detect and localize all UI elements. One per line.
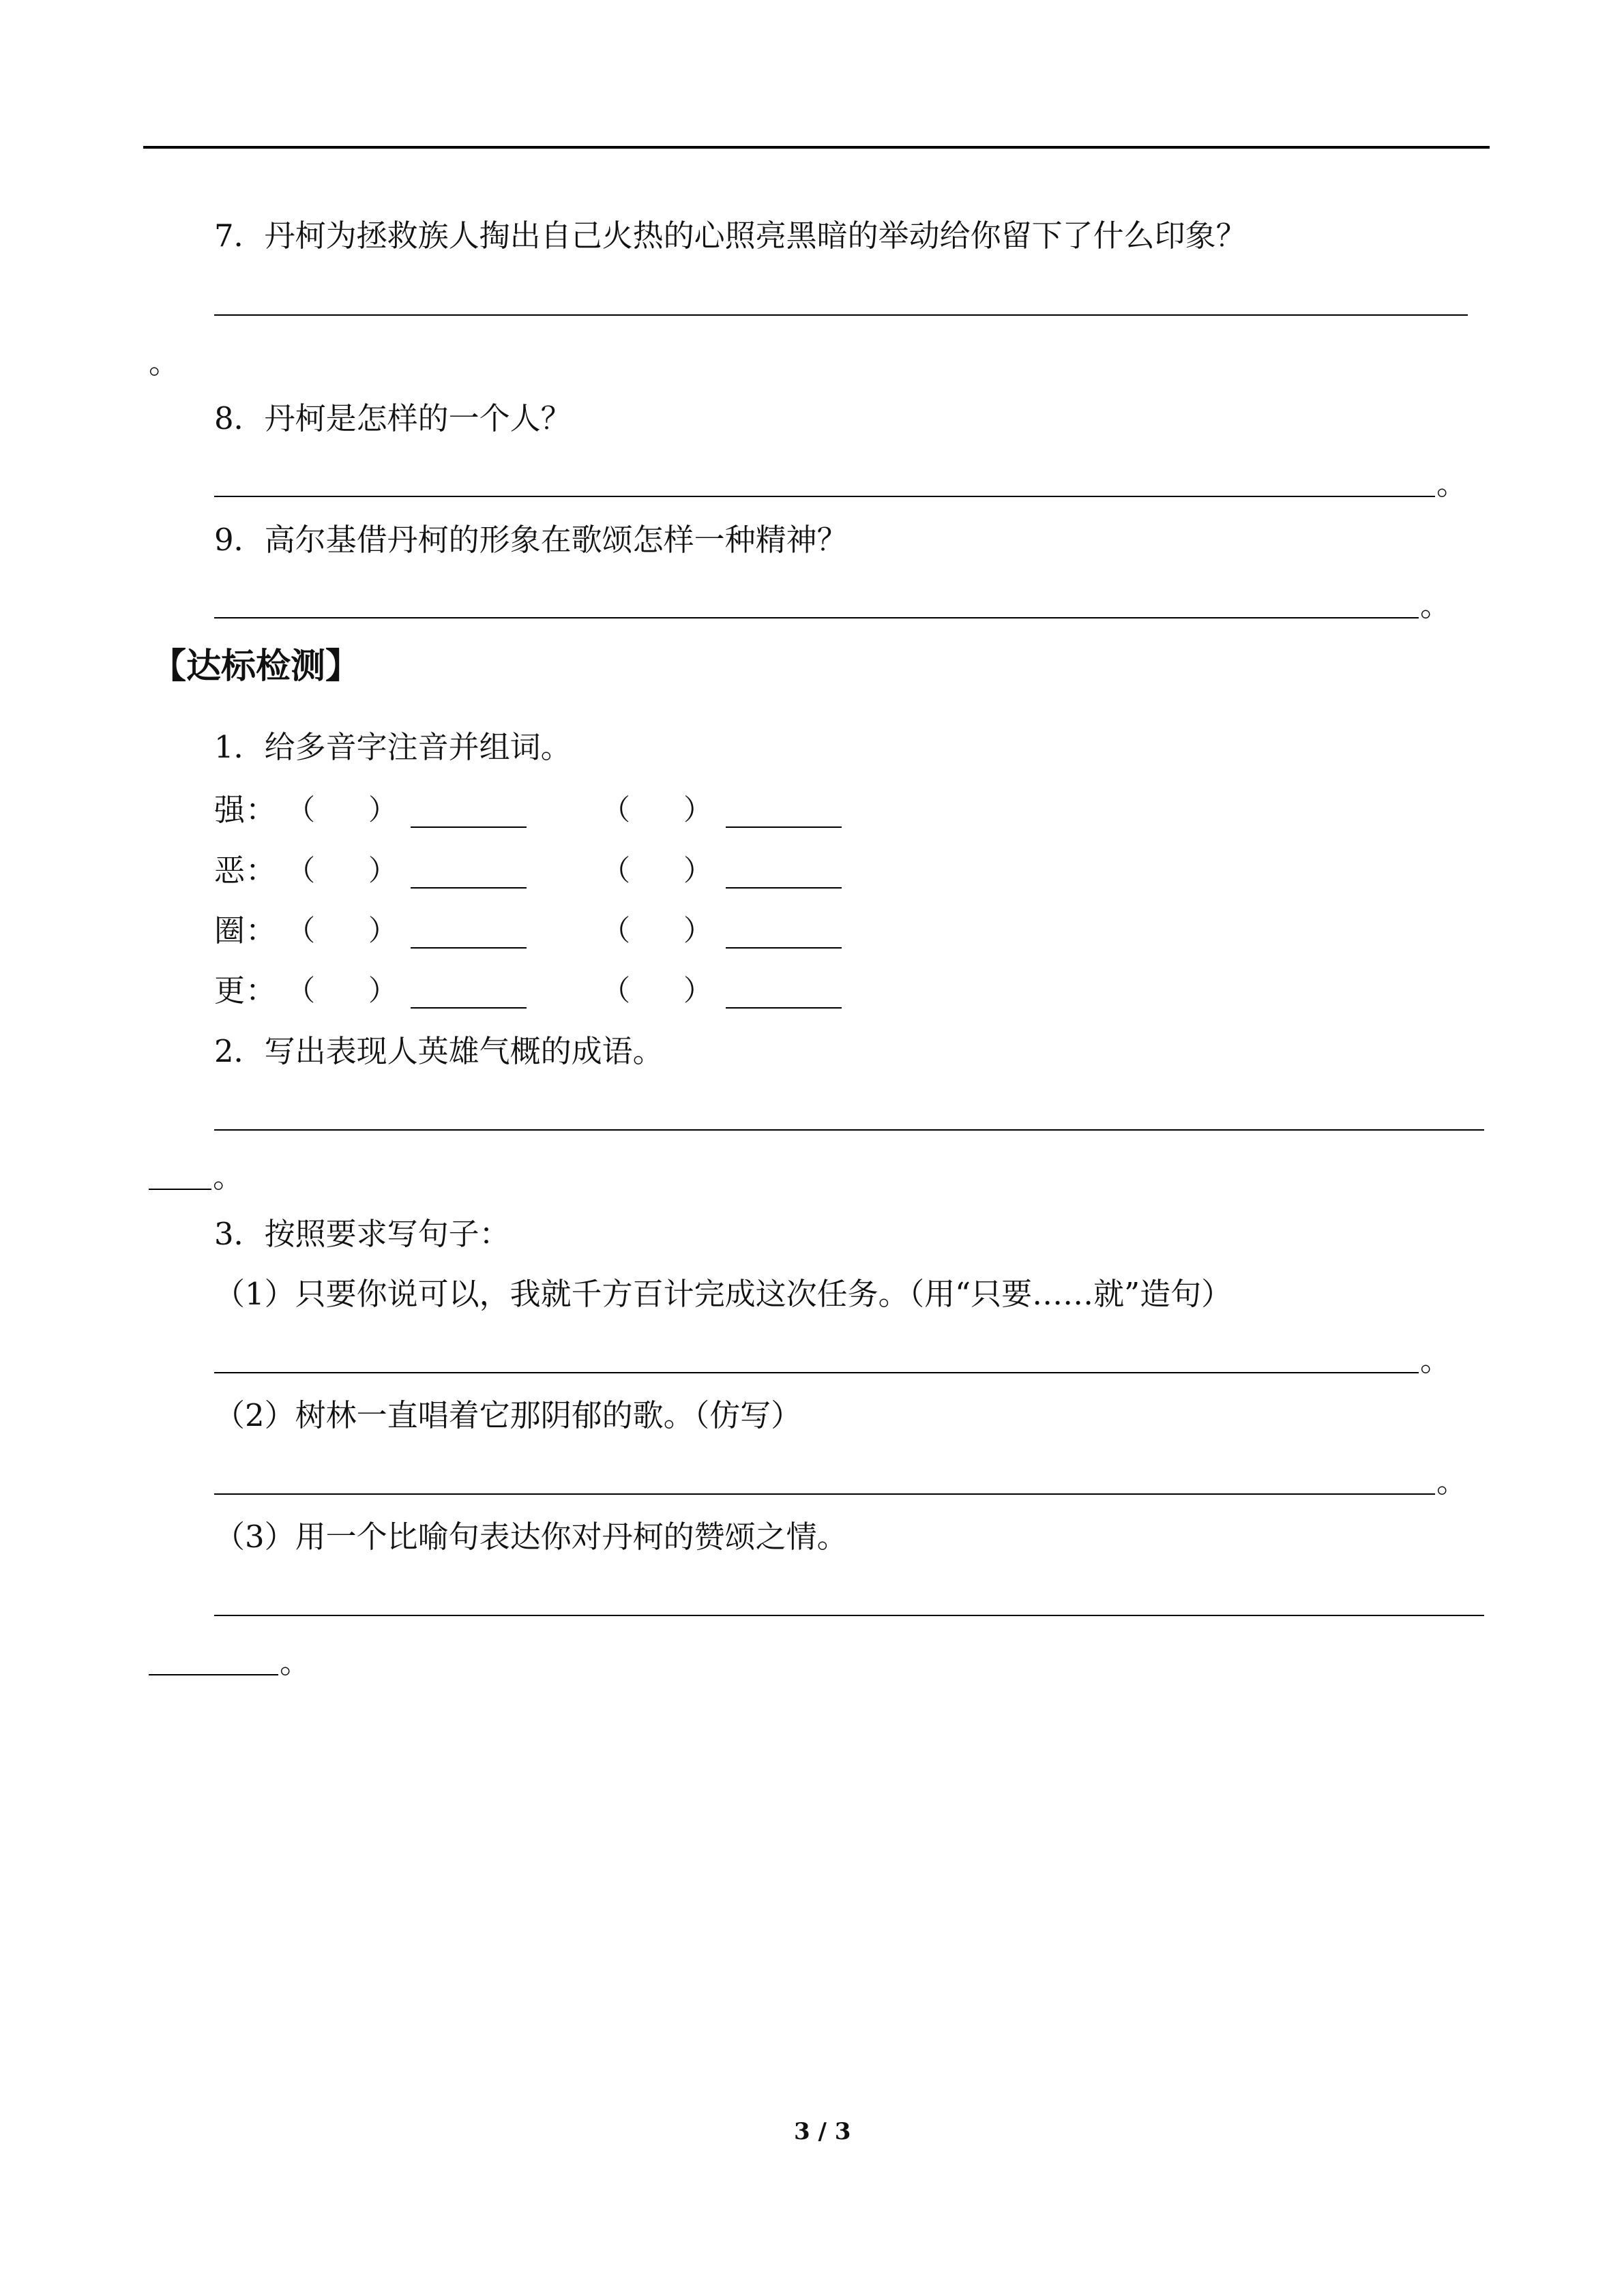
end-mark-q7: 。 bbox=[149, 344, 180, 381]
polyphone-char: 强 bbox=[214, 792, 246, 828]
answer-line-task2-continued[interactable] bbox=[149, 1189, 211, 1190]
answer-line-q8[interactable] bbox=[214, 496, 1435, 497]
colon: ： bbox=[246, 912, 277, 949]
task-3-item-2: （2）树林一直唱着它那阴郁的歌。（仿写） bbox=[214, 1397, 802, 1433]
pinyin-close-paren: ） bbox=[683, 793, 713, 826]
polyphone-char: 圈 bbox=[214, 912, 246, 949]
polyphone-char: 更 bbox=[214, 972, 246, 1009]
end-mark-task3-2: 。 bbox=[1436, 1463, 1468, 1500]
answer-line-q9[interactable] bbox=[214, 617, 1419, 618]
word-blank[interactable] bbox=[726, 887, 842, 889]
word-blank[interactable] bbox=[411, 887, 527, 889]
word-blank[interactable] bbox=[726, 826, 842, 828]
pinyin-close-paren: ） bbox=[683, 854, 713, 887]
colon: ： bbox=[246, 972, 277, 1009]
answer-line-q7[interactable] bbox=[214, 314, 1468, 316]
header-rule bbox=[143, 146, 1490, 149]
answer-line-task3-1[interactable] bbox=[214, 1372, 1419, 1373]
task-1-title: 1．给多音字注音并组词。 bbox=[214, 729, 572, 765]
colon: ： bbox=[246, 792, 277, 828]
word-blank[interactable] bbox=[726, 947, 842, 949]
pinyin-open-paren: （ bbox=[286, 974, 316, 1007]
end-mark-q8: 。 bbox=[1436, 466, 1468, 502]
answer-line-task3-3[interactable] bbox=[214, 1615, 1484, 1616]
pinyin-open-paren: （ bbox=[286, 854, 316, 887]
polyphone-char: 恶 bbox=[214, 852, 246, 889]
pinyin-close-paren: ） bbox=[683, 974, 713, 1007]
page-number: 3 / 3 bbox=[794, 2118, 851, 2145]
word-blank[interactable] bbox=[411, 826, 527, 828]
end-mark-task2: 。 bbox=[213, 1159, 244, 1195]
pinyin-open-paren: （ bbox=[286, 793, 316, 826]
pinyin-close-paren: ） bbox=[683, 914, 713, 947]
word-blank[interactable] bbox=[726, 1007, 842, 1009]
pinyin-open-paren: （ bbox=[602, 854, 631, 887]
question-7: 7．丹柯为拯救族人掏出自己火热的心照亮黑暗的举动给你留下了什么印象？ bbox=[214, 218, 1247, 254]
section-title: 【达标检测】 bbox=[151, 646, 361, 687]
task-2-title: 2．写出表现人英雄气概的成语。 bbox=[214, 1033, 664, 1069]
answer-line-task3-3-continued[interactable] bbox=[149, 1674, 278, 1675]
answer-line-task2[interactable] bbox=[214, 1129, 1484, 1131]
task-3-item-3: （3）用一个比喻句表达你对丹柯的赞颂之情。 bbox=[214, 1519, 848, 1555]
question-9: 9．高尔基借丹柯的形象在歌颂怎样一种精神？ bbox=[214, 522, 848, 558]
pinyin-close-paren: ） bbox=[368, 914, 398, 947]
word-blank[interactable] bbox=[411, 1007, 527, 1009]
end-mark-task3-1: 。 bbox=[1420, 1342, 1451, 1378]
pinyin-close-paren: ） bbox=[368, 793, 398, 826]
pinyin-open-paren: （ bbox=[602, 914, 631, 947]
answer-line-task3-2[interactable] bbox=[214, 1493, 1435, 1495]
pinyin-open-paren: （ bbox=[602, 793, 631, 826]
pinyin-close-paren: ） bbox=[368, 974, 398, 1007]
pinyin-open-paren: （ bbox=[602, 974, 631, 1007]
end-mark-task3-3: 。 bbox=[280, 1644, 311, 1680]
end-mark-q9: 。 bbox=[1420, 587, 1451, 623]
task-3-item-1: （1）只要你说可以，我就千方百计完成这次任务。（用“只要……就”造句） bbox=[214, 1276, 1232, 1312]
word-blank[interactable] bbox=[411, 947, 527, 949]
colon: ： bbox=[246, 852, 277, 889]
question-8: 8．丹柯是怎样的一个人？ bbox=[214, 400, 572, 436]
pinyin-close-paren: ） bbox=[368, 854, 398, 887]
pinyin-open-paren: （ bbox=[286, 914, 316, 947]
task-3-title: 3．按照要求写句子： bbox=[214, 1216, 510, 1252]
